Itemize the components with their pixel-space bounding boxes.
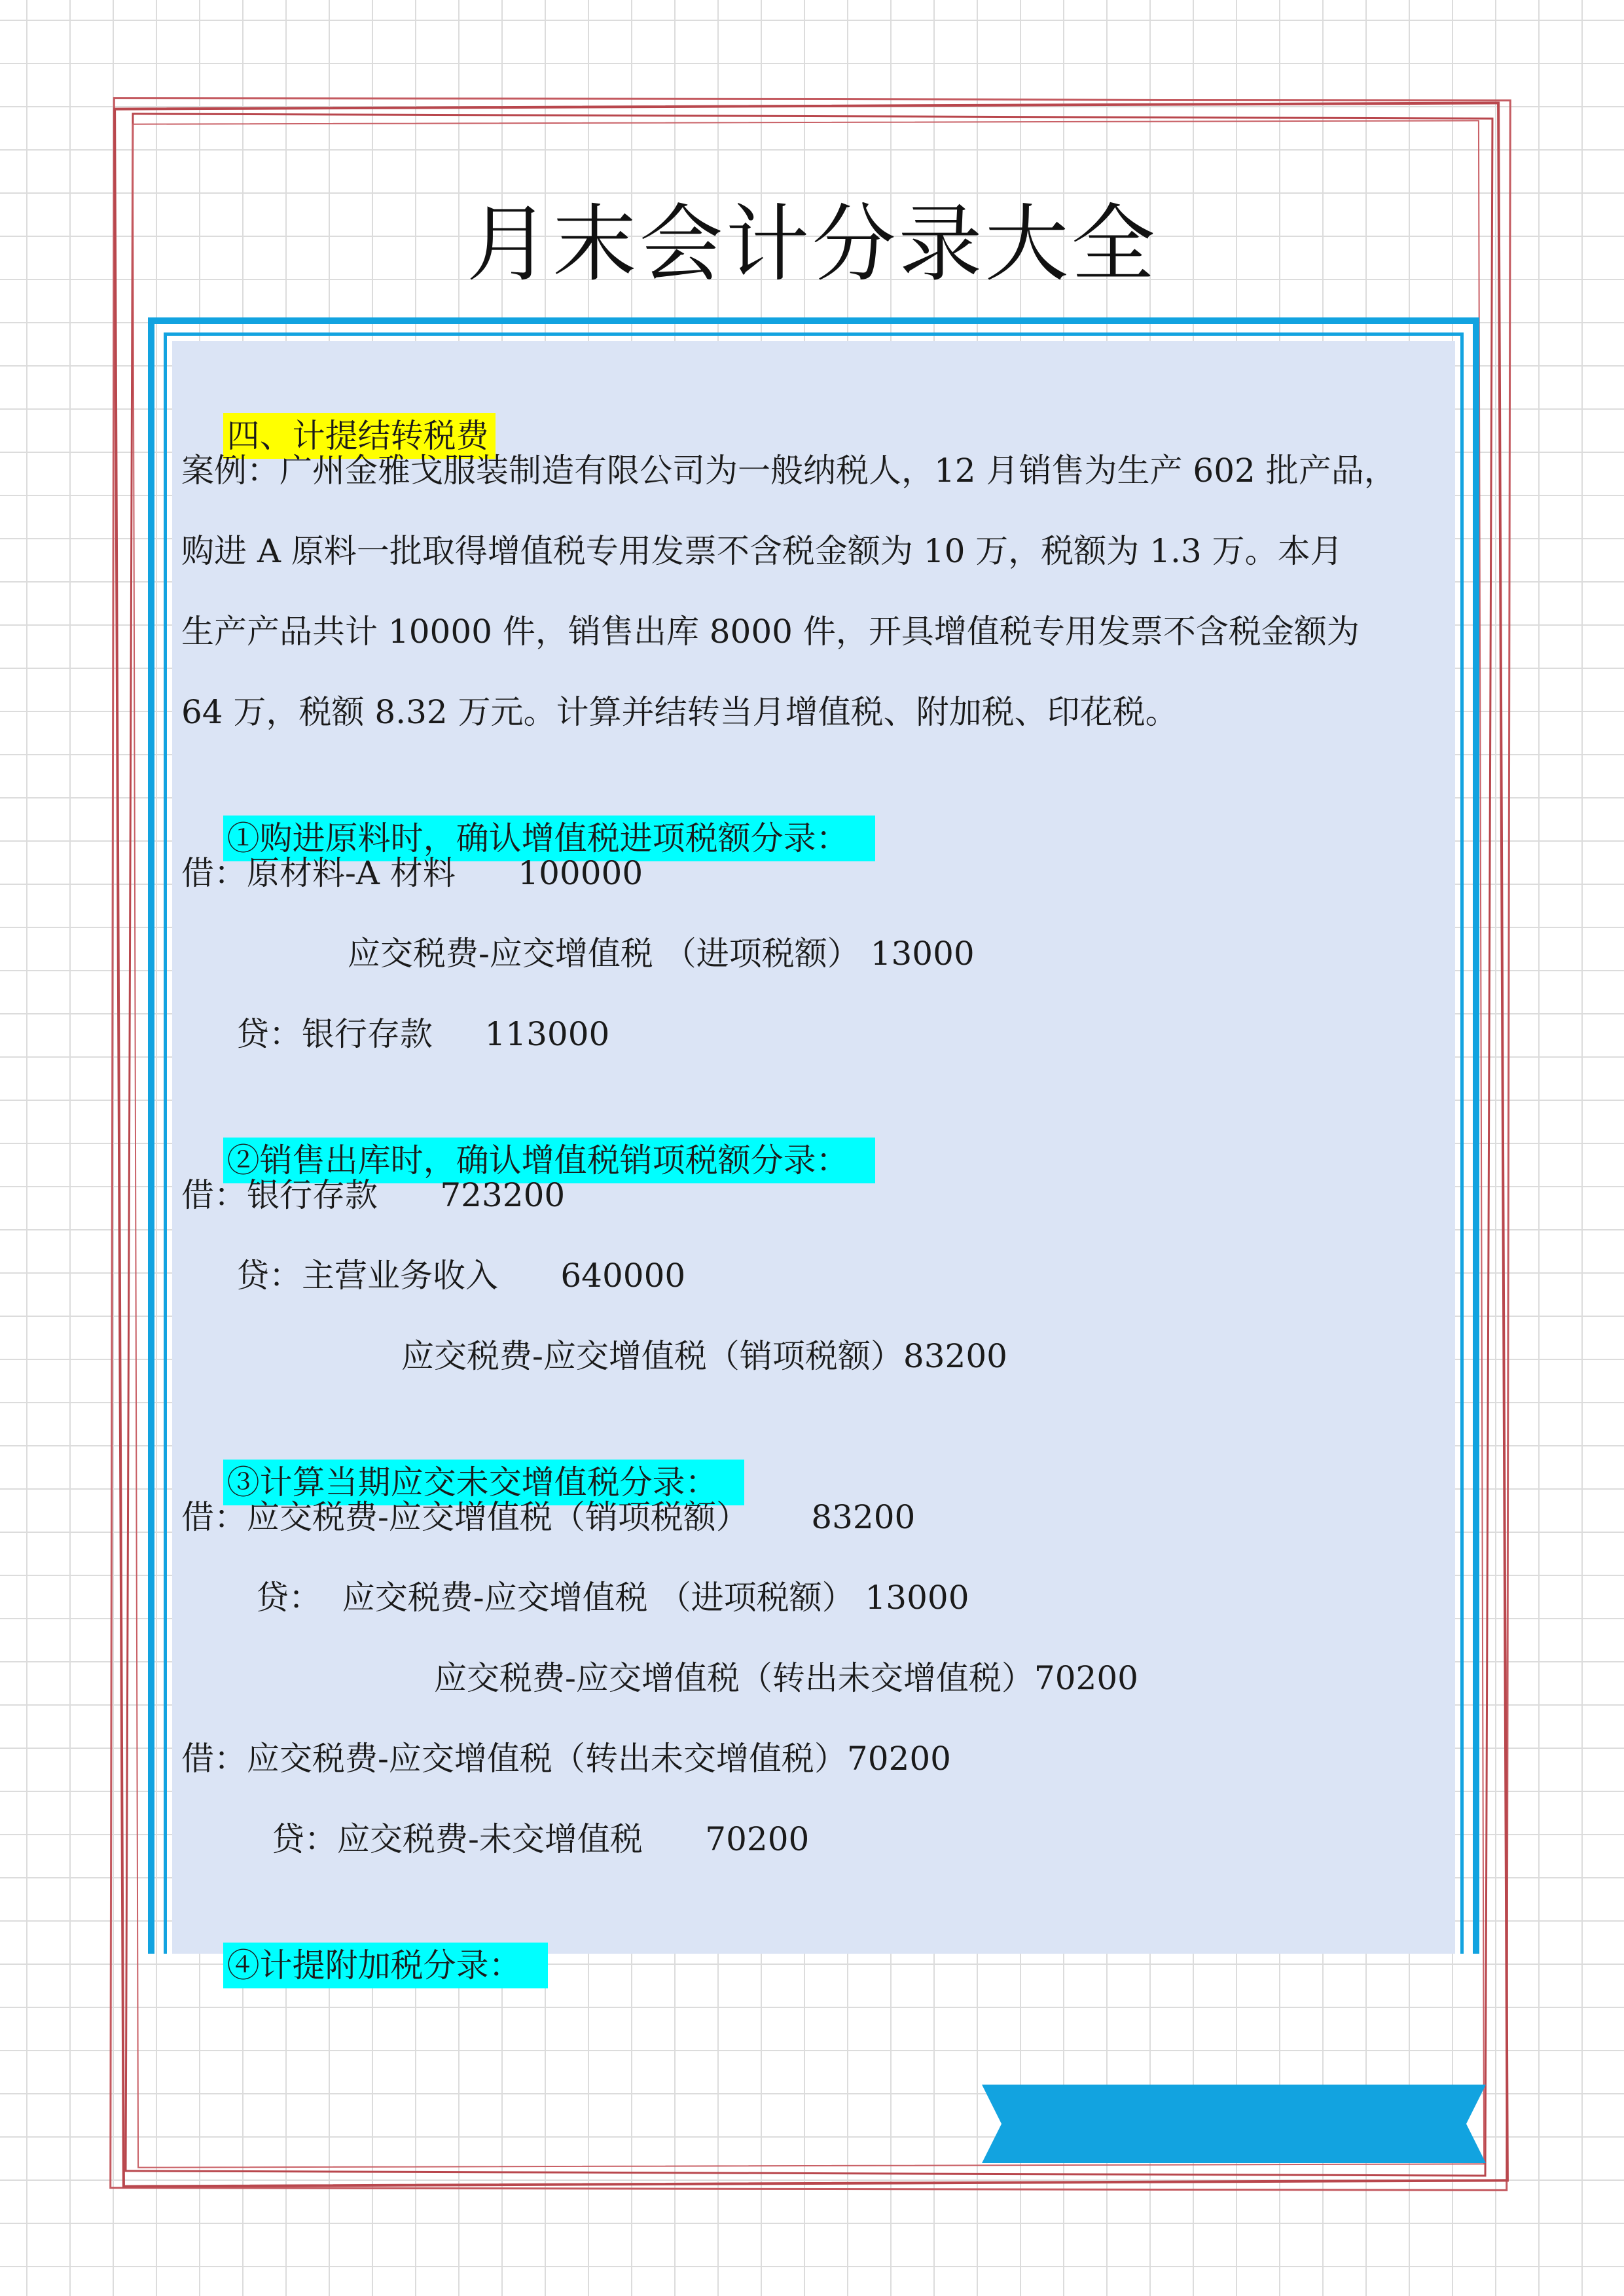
content-panel [172, 341, 1455, 1984]
journal-line: 借：银行存款 723200 [181, 1176, 566, 1214]
journal-line: 贷：应交税费-未交增值税 70200 [272, 1820, 810, 1858]
case-line: 64 万，税额 8.32 万元。计算并结转当月增值税、附加税、印花税。 [181, 693, 1178, 731]
case-line: 案例：广州金雅戈服装制造有限公司为一般纳税人，12 月销售为生产 602 批产品， [181, 452, 1397, 490]
journal-line: 应交税费-应交增值税（销项税额）83200 [401, 1337, 1007, 1375]
journal-line: 应交税费-应交增值税 （进项税额） 13000 [348, 935, 975, 973]
case-line: 购进 A 原料一批取得增值税专用发票不含税金额为 10 万，税额为 1.3 万。本月 [181, 532, 1343, 570]
case-line: 生产产品共计 10000 件，销售出库 8000 件，开具增值税专用发票不含税金额为 [181, 613, 1360, 651]
journal-line: 借：应交税费-应交增值税（销项税额） 83200 [181, 1498, 916, 1536]
ribbon-decoration [982, 2085, 1486, 2163]
journal-line: 贷：银行存款 113000 [236, 1015, 610, 1053]
step3-heading: ③计算当期应交未交增值税分录： [223, 1460, 744, 1505]
section-heading-line [181, 367, 496, 455]
journal-line: 借：原材料-A 材料 100000 [181, 854, 643, 892]
journal-line: 贷： 应交税费-应交增值税 （进项税额） 13000 [256, 1579, 969, 1617]
step1-heading-line [181, 770, 875, 857]
journal-line: 借：应交税费-应交增值税（转出未交增值税）70200 [181, 1740, 951, 1778]
journal-line: 应交税费-应交增值税（转出未交增值税）70200 [434, 1659, 1138, 1697]
page-title: 月末会计分录大全 [466, 196, 1158, 293]
step4-heading: ④计提附加税分录： [223, 1943, 548, 1988]
step3-heading-line [181, 1414, 744, 1501]
step2-heading-line [181, 1092, 875, 1179]
step2-heading: ②销售出库时，确认增值税销项税额分录： [223, 1138, 875, 1183]
step1-heading: ①购进原料时，确认增值税进项税额分录： [223, 816, 875, 861]
step4-heading-line [181, 1897, 548, 1984]
journal-line: 贷：主营业务收入 640000 [236, 1257, 686, 1295]
section-heading: 四、计提结转税费 [223, 413, 496, 459]
